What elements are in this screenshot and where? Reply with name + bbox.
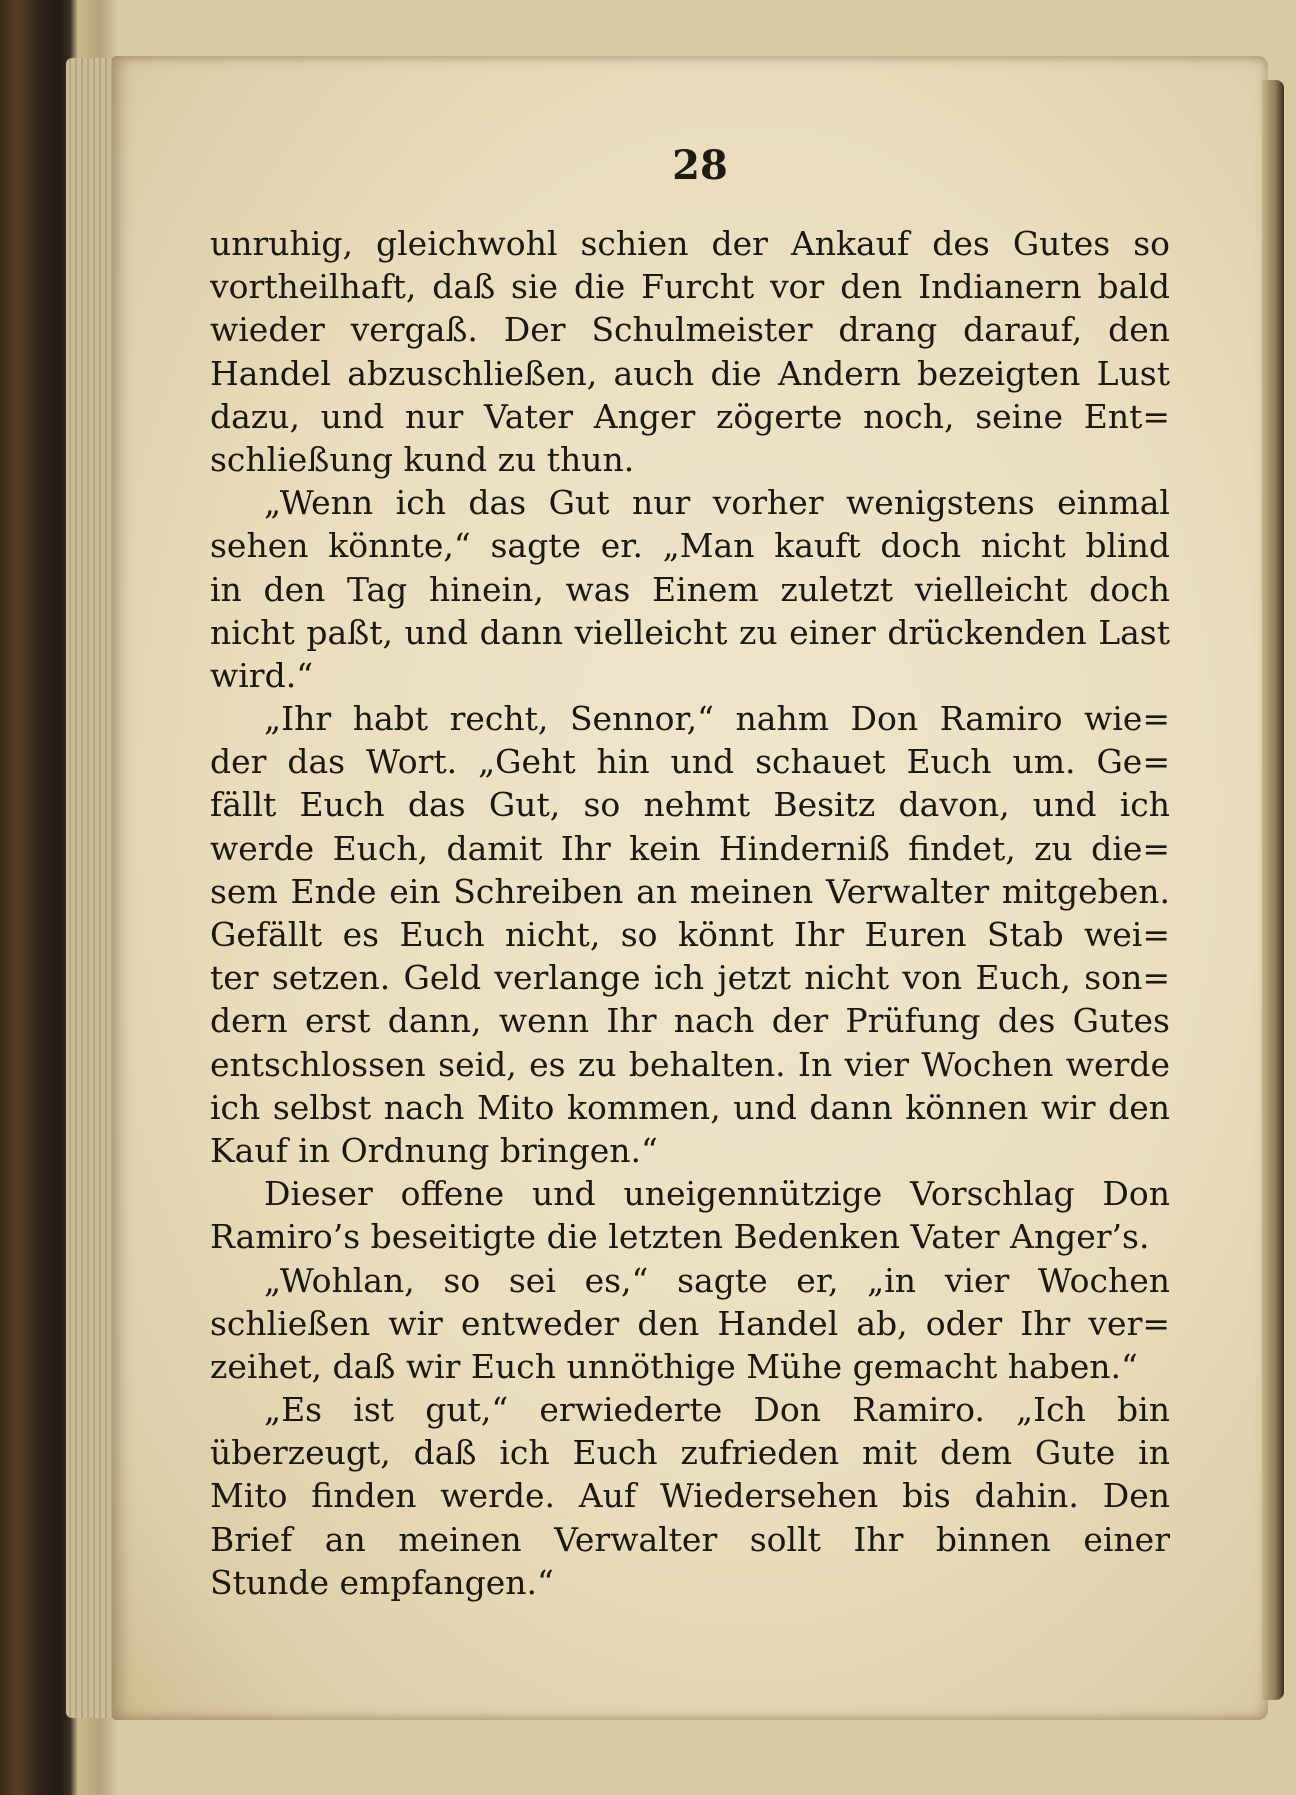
text-line: wieder vergaß. Der Schulmeister drang darauf, den — [210, 310, 1170, 350]
text-line: sehen könnte,“ sagte er. „Man kauft doch nicht blind — [210, 526, 1170, 566]
text-line: ich selbst nach Mito kommen, und dann können wir den — [210, 1087, 1170, 1127]
text-line: fällt Euch das Gut, so nehmt Besitz davon, und ich — [210, 785, 1170, 825]
text-line: nicht paßt, und dann vielleicht zu einer drückenden Last — [210, 612, 1170, 652]
text-line: „Wenn ich das Gut nur vorher wenigstens einmal — [264, 483, 1170, 523]
text-line: in den Tag hinein, was Einem zuletzt vielleicht doch — [210, 569, 1170, 609]
text-line: „Es ist gut,“ erwiederte Don Ramiro. „Ich bin — [264, 1390, 1170, 1430]
text-line: schließen wir entweder den Handel ab, oder Ihr ver= — [210, 1303, 1170, 1343]
text-line: entschlossen seid, es zu behalten. In vier Wochen werde — [210, 1044, 1170, 1084]
text-line: wird.“ — [210, 655, 314, 695]
text-line: Gefällt es Euch nicht, so könnt Ihr Euren Stab wei= — [210, 915, 1170, 954]
text-line: werde Euch, damit Ihr kein Hinderniß findet, zu die= — [210, 828, 1170, 868]
body-text — [210, 222, 1170, 1604]
text-line: dern erst dann, wenn Ihr nach der Prüfung des Gutes — [210, 1001, 1170, 1041]
text-line: Dieser offene und uneigennützige Vorschlag Don — [264, 1174, 1170, 1214]
text-line: vortheilhaft, daß sie die Furcht vor den Indianern bald — [210, 267, 1170, 307]
text-line: ter setzen. Geld verlange ich jetzt nicht von Euch, son= — [210, 958, 1170, 998]
text-line: unruhig, gleichwohl schien der Ankauf des Gutes so — [210, 224, 1170, 263]
text-line: Mito finden werde. Auf Wiedersehen bis dahin. Den — [210, 1476, 1170, 1516]
text-line: zeihet, daß wir Euch unnöthige Mühe gemacht haben.“ — [210, 1346, 1138, 1386]
text-line: der das Wort. „Geht hin und schauet Euch um. Ge= — [210, 742, 1170, 782]
page-number: 28 — [672, 142, 728, 189]
text-line: schließung kund zu thun. — [210, 439, 635, 479]
text-line: überzeugt, daß ich Euch zufrieden mit dem Gute in — [210, 1433, 1170, 1473]
book-binding-edge — [1262, 80, 1284, 1700]
text-line: sem Ende ein Schreiben an meinen Verwalter mitgeben. — [210, 871, 1170, 911]
text-line: „Ihr habt recht, Sennor,“ nahm Don Ramiro wie= — [264, 699, 1170, 739]
text-line: Stunde empfangen.“ — [210, 1562, 554, 1602]
text-line: Kauf in Ordnung bringen.“ — [210, 1130, 658, 1170]
text-line: dazu, und nur Vater Anger zögerte noch, seine Ent= — [210, 396, 1170, 436]
text-line: Handel abzuschließen, auch die Andern bezeigten Lust — [210, 353, 1170, 393]
text-line: Brief an meinen Verwalter sollt Ihr binnen einer — [210, 1519, 1170, 1559]
text-line: „Wohlan, so sei es,“ sagte er, „in vier Wochen — [264, 1260, 1170, 1300]
text-line: Ramiro’s beseitigte die letzten Bedenken Vater Anger’s. — [210, 1217, 1150, 1257]
